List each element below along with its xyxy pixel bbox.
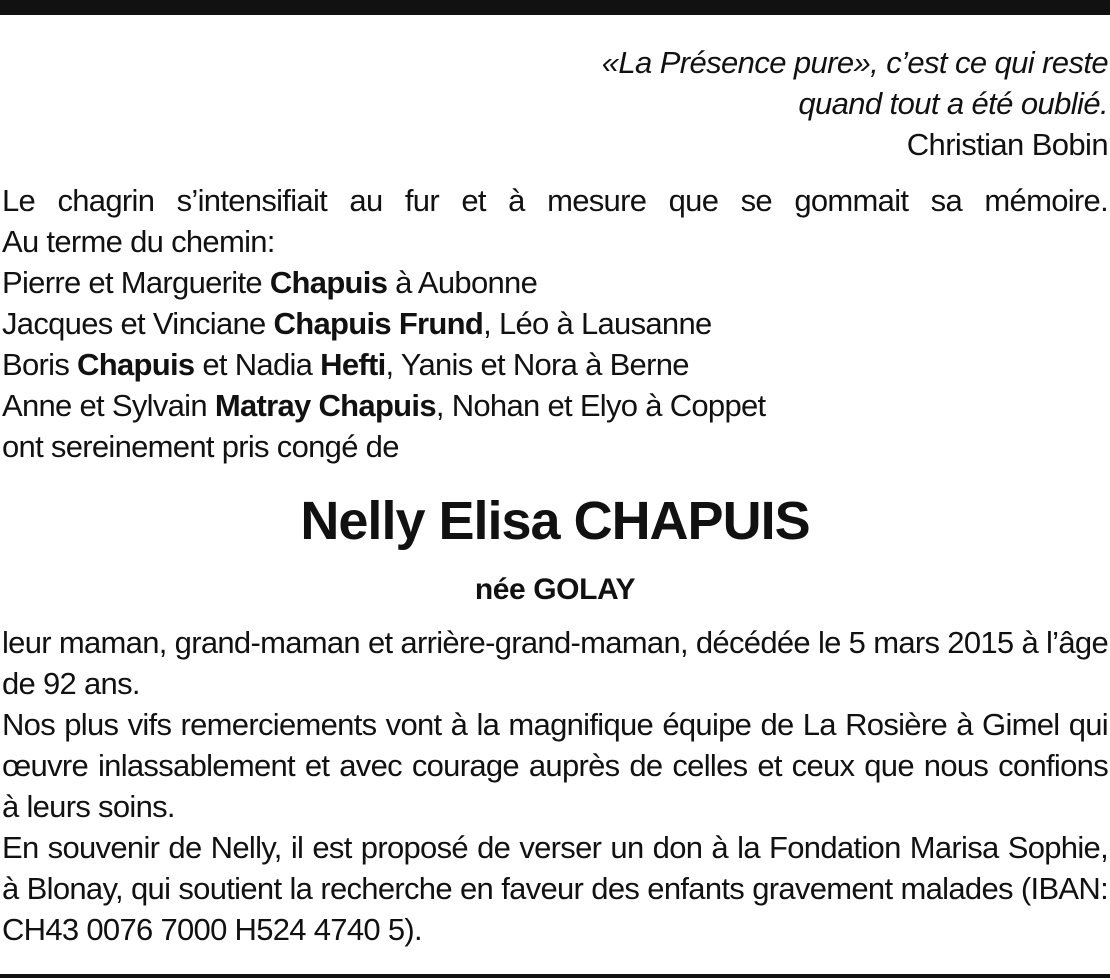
family-3-partner-surname: Hefti xyxy=(320,347,386,382)
family-4-surname: Matray Chapuis xyxy=(214,388,436,423)
announcement-body xyxy=(2,622,1108,950)
family-3-names: Boris xyxy=(2,347,78,382)
family-line-2 xyxy=(2,303,1108,344)
quote-line-1: «La Présence pure», c’est ce qui reste xyxy=(601,45,1108,80)
family-4-names: Anne et Sylvain xyxy=(2,388,215,423)
body-paragraph-thanks: Nos plus vifs remerciements vont à la magnifique équipe de La Rosière à Gimel qui œuvre inlassablement et avec courage auprès de celles et ceux que nous confions à leurs soins. xyxy=(2,707,1108,824)
family-3-partner: et Nadia xyxy=(194,347,321,382)
family-3-location: , Yanis et Nora à Berne xyxy=(385,347,689,382)
epigraph-quote xyxy=(602,42,1108,165)
top-border-rule xyxy=(0,0,1110,15)
body-paragraph-death-notice: leur maman, grand-maman et arrière-grand-maman, décédée le 5 mars 2015 à l’âge de 92 ans. xyxy=(2,625,1108,701)
family-1-location: à Aubonne xyxy=(387,265,538,300)
intro-line-1: Le chagrin s’intensifiait au fur et à mesure que se gommait sa mémoire. xyxy=(2,183,1108,218)
family-line-4 xyxy=(2,385,1108,426)
quote-line-2: quand tout a été oublié. xyxy=(798,86,1108,121)
family-2-surname: Chapuis Frund xyxy=(273,306,484,341)
family-1-names: Pierre et Marguerite xyxy=(2,265,270,300)
deceased-name: Nelly Elisa CHAPUIS xyxy=(300,491,810,551)
family-line-1 xyxy=(2,262,1108,303)
family-3-surname: Chapuis xyxy=(77,347,195,382)
family-2-names: Jacques et Vinciane xyxy=(2,306,274,341)
family-4-location: , Nohan et Elyo à Coppet xyxy=(435,388,766,423)
family-line-3 xyxy=(2,344,1108,385)
family-2-location: , Léo à Lausanne xyxy=(483,306,712,341)
quote-author: Christian Bobin xyxy=(906,127,1108,162)
body-paragraph-donation: En souvenir de Nelly, il est proposé de verser un don à la Fondation Marisa Sophie, à Blonay, qui soutient la recherche en faveur des enfants gravement malades (IBAN: CH43 0076 7000 H524 4740 5). xyxy=(2,830,1108,947)
announcement-intro xyxy=(2,180,1108,467)
birth-name: née GOLAY xyxy=(474,573,636,606)
family-1-surname: Chapuis xyxy=(269,265,388,300)
intro-line-2: Au terme du chemin: xyxy=(2,224,275,259)
intro-closing: ont sereinement pris congé de xyxy=(2,429,399,464)
bottom-border-rule xyxy=(0,974,1110,978)
